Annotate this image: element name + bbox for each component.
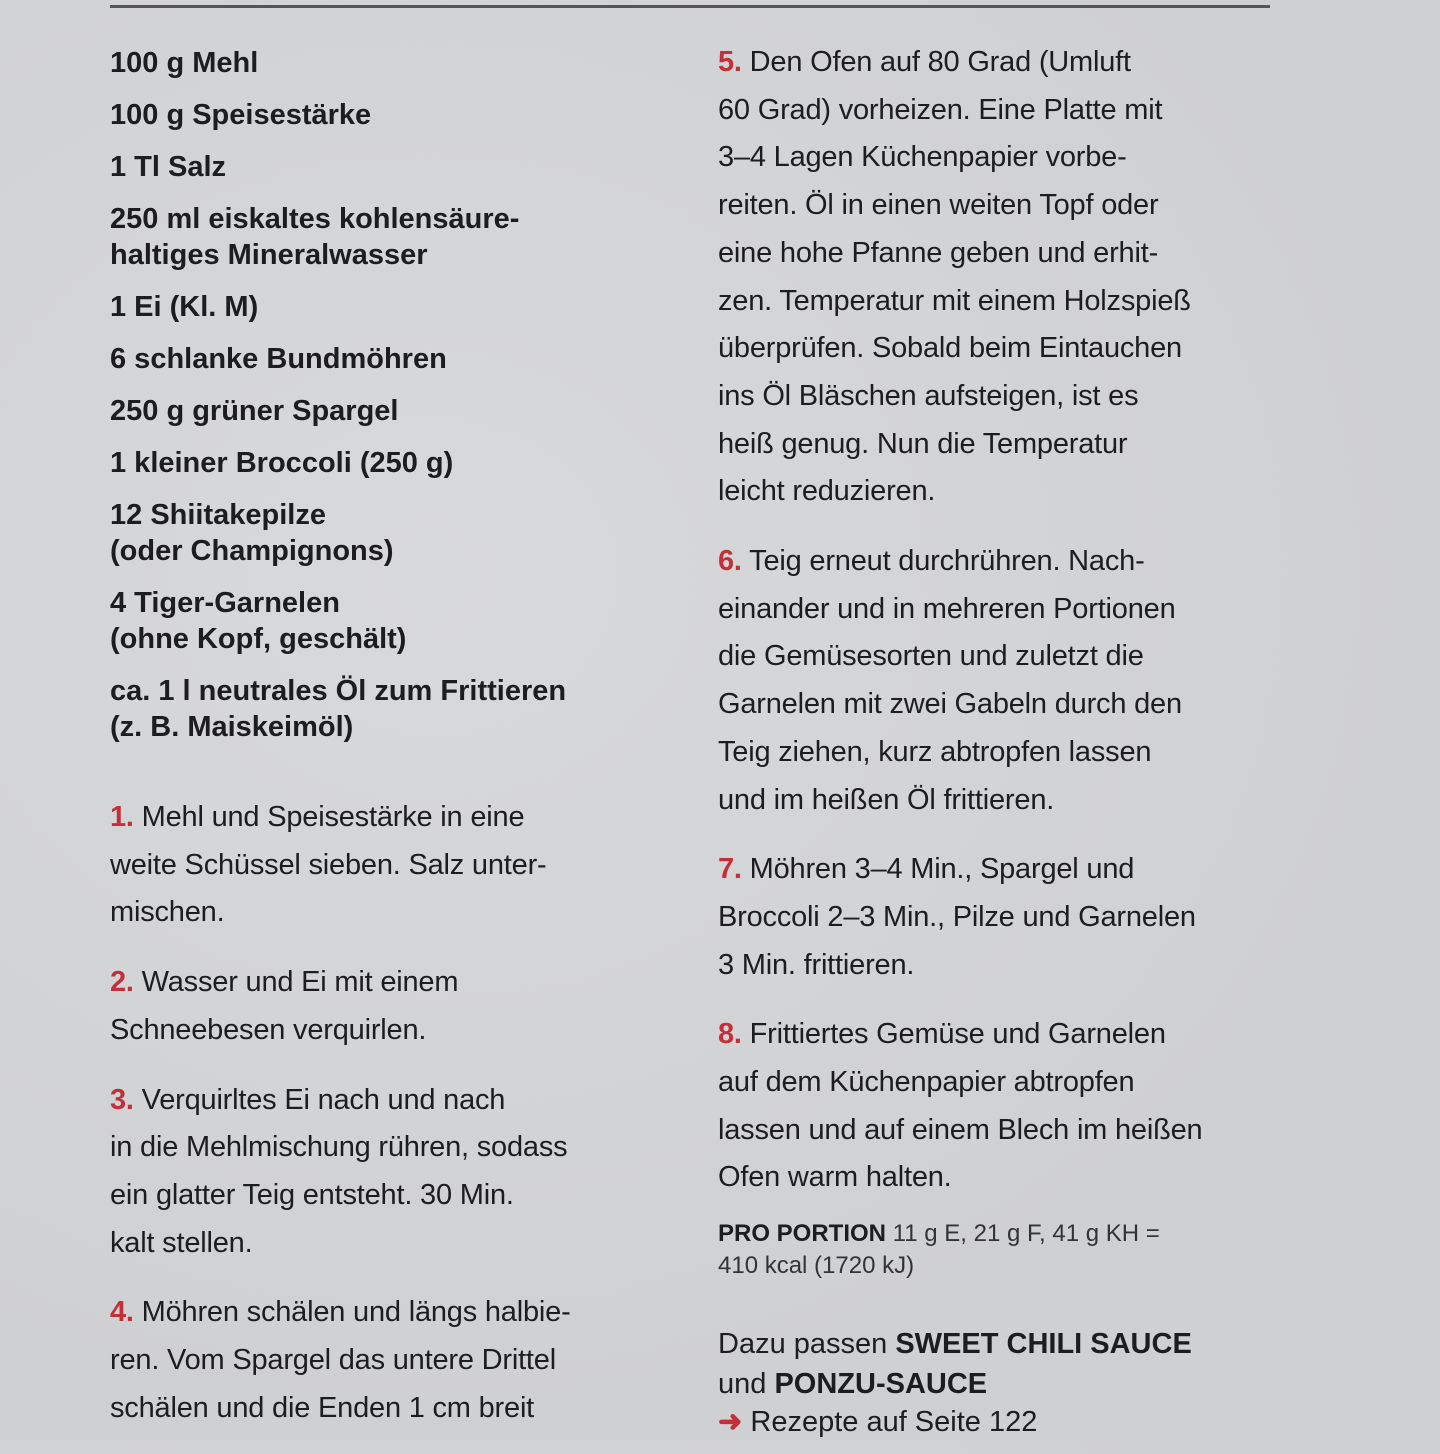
step-text: weite Schüssel sieben. Salz unter- xyxy=(110,848,547,881)
ingredient-line: 1 Ei (Kl. M) xyxy=(110,291,259,323)
step-line xyxy=(718,325,1202,373)
ingredient-item xyxy=(110,497,566,569)
step-text: Verquirltes Ei nach und nach xyxy=(141,1083,506,1116)
step-text: Broccoli 2–3 Min., Pilze und Garnelen xyxy=(718,900,1196,933)
step-line xyxy=(110,959,571,1007)
step-text: in die Mehlmischung rühren, sodass xyxy=(110,1131,568,1164)
step-text: und im heißen Öl frittieren. xyxy=(718,783,1055,816)
ingredient-item xyxy=(110,97,566,133)
step-line xyxy=(718,468,1202,516)
nutrition-energy: 410 kcal (1720 kJ) xyxy=(718,1252,915,1279)
ingredient-line: 250 ml eiskaltes kohlensäure- xyxy=(110,203,520,235)
ingredient-item xyxy=(110,393,566,429)
step-text: die Gemüsesorten und zuletzt die xyxy=(718,640,1144,673)
step-number: 2. xyxy=(110,966,134,999)
nutrition-label: PRO PORTION xyxy=(718,1220,887,1247)
step-text: ren. Vom Spargel das untere Drittel xyxy=(110,1344,556,1377)
recipe-step xyxy=(718,1011,1202,1202)
ingredient-line: haltiges Mineralwasser xyxy=(110,239,428,271)
ingredient-line: 4 Tiger-Garnelen xyxy=(110,587,340,619)
step-text: auf dem Küchenpapier abtropfen xyxy=(718,1066,1135,1099)
step-text: lassen und auf einem Blech im heißen xyxy=(718,1113,1203,1146)
pairing-info xyxy=(718,1324,1192,1440)
ingredient-line: ca. 1 l neutrales Öl zum Frittieren xyxy=(110,675,567,707)
step-text: Garnelen mit zwei Gabeln durch den xyxy=(718,688,1182,721)
step-line xyxy=(718,681,1202,729)
ingredient-item xyxy=(110,149,566,185)
ingredient-item xyxy=(110,45,566,81)
sauce-2: PONZU-SAUCE xyxy=(774,1368,988,1400)
step-text: 3–4 Lagen Küchenpapier vorbe- xyxy=(718,141,1127,174)
step-line xyxy=(718,729,1202,777)
step-number: 6. xyxy=(718,545,742,578)
step-line xyxy=(718,421,1202,469)
step-line xyxy=(110,794,571,842)
step-line xyxy=(718,134,1202,182)
step-line xyxy=(718,1011,1202,1059)
step-line xyxy=(110,1124,571,1172)
sauce-1: SWEET CHILI SAUCE xyxy=(895,1328,1192,1360)
step-text: reiten. Öl in einen weiten Topf oder xyxy=(718,189,1159,222)
recipe-step xyxy=(110,794,571,937)
ingredient-line: 1 Tl Salz xyxy=(110,151,227,183)
ingredient-line: (z. B. Maiskeimöl) xyxy=(110,711,354,743)
ingredient-line: (oder Champignons) xyxy=(110,535,394,567)
step-line xyxy=(718,894,1202,942)
step-line xyxy=(110,1077,571,1125)
step-line xyxy=(718,1107,1202,1155)
ingredient-line: (ohne Kopf, geschält) xyxy=(110,623,407,655)
step-text: 60 Grad) vorheizen. Eine Platte mit xyxy=(718,93,1163,126)
nutrition-info xyxy=(718,1218,1192,1282)
step-text: leicht reduzieren. xyxy=(718,475,936,508)
recipe-step xyxy=(110,1289,571,1432)
step-number: 5. xyxy=(718,46,742,78)
step-text: Möhren 3–4 Min., Spargel und xyxy=(749,853,1135,886)
step-text: Den Ofen auf 80 Grad (Umluft xyxy=(749,46,1131,78)
step-text: Ofen warm halten. xyxy=(718,1161,952,1194)
arrow-right-icon: ➜ xyxy=(718,1406,743,1438)
page-reference[interactable]: Rezepte auf Seite 122 xyxy=(742,1406,1038,1438)
ingredient-list xyxy=(110,45,566,761)
step-number: 7. xyxy=(718,853,742,886)
recipe-step xyxy=(718,39,1202,516)
recipe-step xyxy=(110,1077,571,1268)
step-text: heiß genug. Nun die Temperatur xyxy=(718,427,1128,460)
step-text: eine hohe Pfanne geben und erhit- xyxy=(718,236,1159,269)
ingredient-item xyxy=(110,445,566,481)
step-line xyxy=(110,1385,571,1433)
step-line xyxy=(718,633,1202,681)
ingredient-line: 12 Shiitakepilze xyxy=(110,499,326,531)
step-text: Möhren schälen und längs halbie- xyxy=(141,1296,571,1329)
step-text: Schneebesen verquirlen. xyxy=(110,1013,427,1046)
step-text: überprüfen. Sobald beim Eintauchen xyxy=(718,332,1182,365)
step-line xyxy=(110,1172,571,1220)
step-line xyxy=(718,846,1202,894)
step-line xyxy=(110,889,571,937)
step-line xyxy=(718,182,1202,230)
pairing-connector: und xyxy=(718,1368,775,1400)
ingredient-line: 100 g Mehl xyxy=(110,47,259,79)
step-text: Teig erneut durchrühren. Nach- xyxy=(749,545,1145,578)
step-number: 8. xyxy=(718,1018,742,1051)
ingredient-item xyxy=(110,341,566,377)
step-line xyxy=(718,777,1202,825)
step-text: Frittiertes Gemüse und Garnelen xyxy=(749,1018,1166,1051)
step-line xyxy=(110,1220,571,1268)
recipe-step xyxy=(718,538,1202,824)
recipe-step xyxy=(110,959,571,1054)
step-text: ins Öl Bläschen aufsteigen, ist es xyxy=(718,379,1139,412)
step-line xyxy=(110,1337,571,1385)
steps-left-column xyxy=(110,794,571,1454)
step-line xyxy=(718,230,1202,278)
step-line xyxy=(718,373,1202,421)
steps-right-column xyxy=(718,39,1202,1224)
step-text: Teig ziehen, kurz abtropfen lassen xyxy=(718,735,1152,768)
step-text: 3 Min. frittieren. xyxy=(718,948,915,981)
step-text: Wasser und Ei mit einem xyxy=(141,966,459,999)
ingredient-line: 250 g grüner Spargel xyxy=(110,395,399,427)
step-line xyxy=(718,1059,1202,1107)
pairing-prefix: Dazu passen xyxy=(718,1328,896,1360)
step-text: einander und in mehreren Portionen xyxy=(718,592,1176,625)
step-line xyxy=(110,842,571,890)
step-line xyxy=(718,538,1202,586)
ingredient-line: 6 schlanke Bundmöhren xyxy=(110,343,447,375)
ingredient-line: 100 g Speisestärke xyxy=(110,99,372,131)
step-line xyxy=(718,586,1202,634)
step-line xyxy=(110,1289,571,1337)
step-text: ein glatter Teig entsteht. 30 Min. xyxy=(110,1178,514,1211)
step-text: kalt stellen. xyxy=(110,1226,253,1259)
top-rule xyxy=(110,5,1270,8)
step-line xyxy=(718,1154,1202,1202)
step-number: 3. xyxy=(110,1083,134,1116)
step-text: Mehl und Speisestärke in eine xyxy=(141,801,525,833)
ingredient-item xyxy=(110,585,566,657)
recipe-footer xyxy=(718,1218,1192,1440)
step-line xyxy=(718,87,1202,135)
ingredient-item xyxy=(110,673,566,745)
nutrition-values: 11 g E, 21 g F, 41 g KH = xyxy=(886,1220,1160,1247)
step-line xyxy=(718,39,1202,87)
step-text: schälen und die Enden 1 cm breit xyxy=(110,1391,535,1424)
step-number: 1. xyxy=(110,801,134,833)
ingredient-line: 1 kleiner Broccoli (250 g) xyxy=(110,447,454,479)
step-text: mischen. xyxy=(110,896,225,929)
step-line xyxy=(110,1007,571,1055)
ingredient-item xyxy=(110,289,566,325)
recipe-step xyxy=(718,846,1202,989)
ingredient-item xyxy=(110,201,566,273)
step-number: 4. xyxy=(110,1296,134,1329)
step-text: zen. Temperatur mit einem Holzspieß xyxy=(718,284,1191,317)
step-line xyxy=(718,278,1202,326)
step-line xyxy=(718,942,1202,990)
